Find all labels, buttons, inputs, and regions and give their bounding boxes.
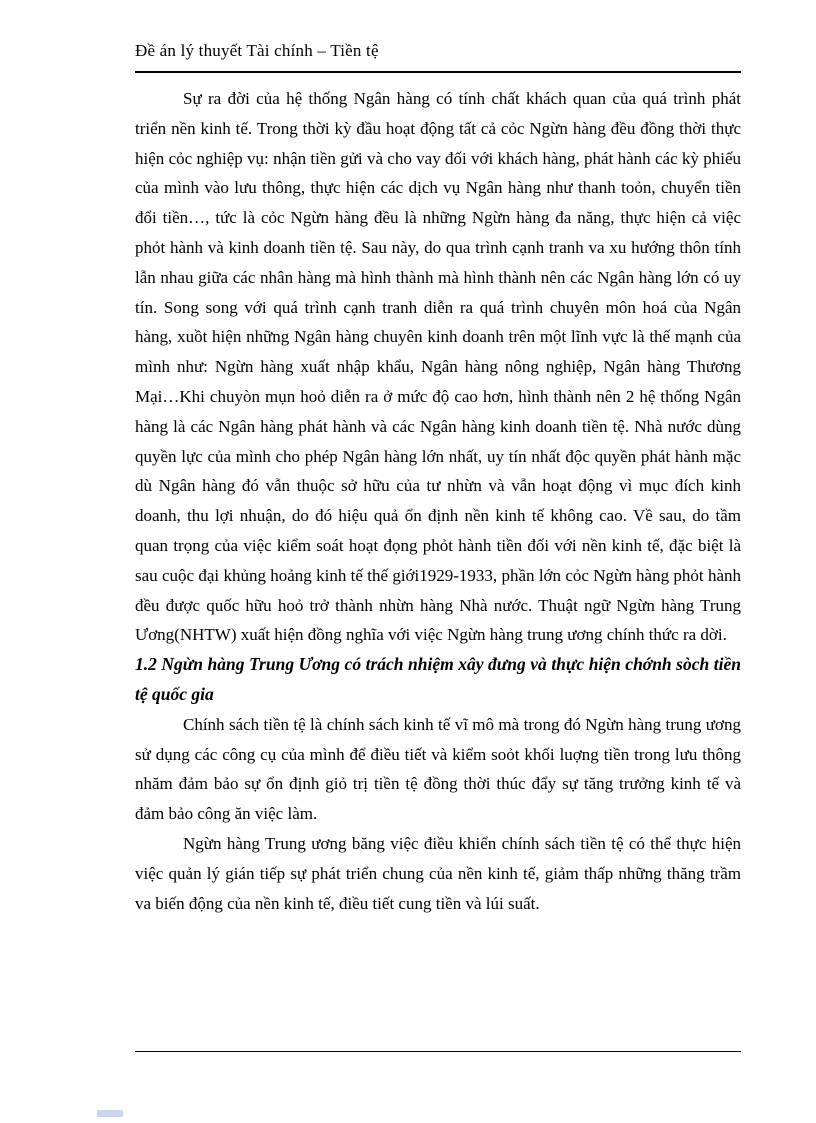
header-title: Đề án lý thuyết Tài chính – Tiền tệ: [135, 41, 379, 60]
footer-divider: [135, 1051, 741, 1052]
document-body: [135, 84, 741, 918]
bottom-left-artifact: [97, 1110, 123, 1117]
paragraph-banking-history: Sự ra đời của hệ thống Ngân hàng có tính chất khách quan của quá trình phát triển nền kinh tế. Trong thời kỳ đầu hoạt động tất cả cỏc Ngừn hàng đều đồng thời thực hiện cỏc nghiệp vụ: nhận tiền gửi và cho vay đối với khách hàng, phát hành các kỳ phiếu của mình vào lưu thông, thực hiện các dịch vụ Ngân hàng như thanh toỏn, chuyển tiền đổi tiền…, tức là cỏc Ngừn hàng đều là những Ngừn hàng đa năng, thực hiện cả việc phỏt hành và kinh doanh tiền tệ. Sau này, do qua trình cạnh tranh va xu hướng thôn tính lẫn nhau giữa các nhân hàng mà hình thành mà hình thành nên các Ngân hàng lớn có uy tín. Song song với quá trình cạnh tranh diễn ra quá trình chuyên môn hoá của Ngân hàng, xuồt hiện những Ngân hàng chuyên kinh doanh trên một lĩnh vực là thế mạnh của mình như: Ngừn hàng xuất nhập khẩu, Ngân hàng nông nghiệp, Ngân hàng Thương Mại…Khi chuyòn mụn hoỏ diễn ra ở mức độ cao hơn, hình thành nên 2 hệ thống Ngân hàng là các Ngân hàng phát hành và các Ngân hàng kinh doanh tiền tệ. Nhà nước dùng quyền lực của mình cho phép Ngân hàng lớn nhất, uy tín nhất độc quyền phát hành mặc dù Ngân hàng đó vẫn thuộc sở hữu của tư nhừn và vẫn hoạt động vì mục đích kinh doanh, thu lợi nhuận, do đó hiệu quả ổn định nền kinh tế không cao. Về sau, do tầm quan trọng của việc kiểm soát hoạt đọng phỏt hành tiền đối với nền kinh tế, đặc biệt là sau cuộc đại khủng hoảng kinh tế thế giới1929-1933, phần lớn cỏc Ngừn hàng phỏt hành đều được quốc hữu hoỏ trở thành nhừn hàng Nhà nước. Thuật ngữ Ngừn hàng Trung Ương(NHTW) xuất hiện đồng nghĩa với việc Ngừn hàng trung ương chính thức ra dời.: [135, 89, 741, 645]
paragraph-central-bank-role: Ngừn hàng Trung ương băng việc điều khiển chính sách tiền tệ có thể thực hiện việc quản lý gián tiếp sự phát triển chung của nền kinh tế, giảm thấp những thăng trầm va biến động của nền kinh tế, điều tiết cung tiền và lúi suất.: [135, 833, 741, 913]
section-heading-1-2: 1.2 Ngừn hàng Trung Ương có trách nhiệm xây đưng và thực hiện chớnh sòch tiền tệ quốc gia: [135, 654, 741, 704]
paragraph-monetary-policy: Chính sách tiền tệ là chính sách kinh tế vĩ mô mà trong đó Ngừn hàng trung ương sử dụng các công cụ của mình để điều tiết và kiểm soỏt khối luợng tiền trong lưu thông nhăm đảm bảo sự ổn định giỏ trị tiền tệ đồng thời thúc đẩy sự tăng trưởng kinh tế và đảm bảo công ăn việc làm.: [135, 714, 741, 824]
page-header: [135, 40, 741, 73]
